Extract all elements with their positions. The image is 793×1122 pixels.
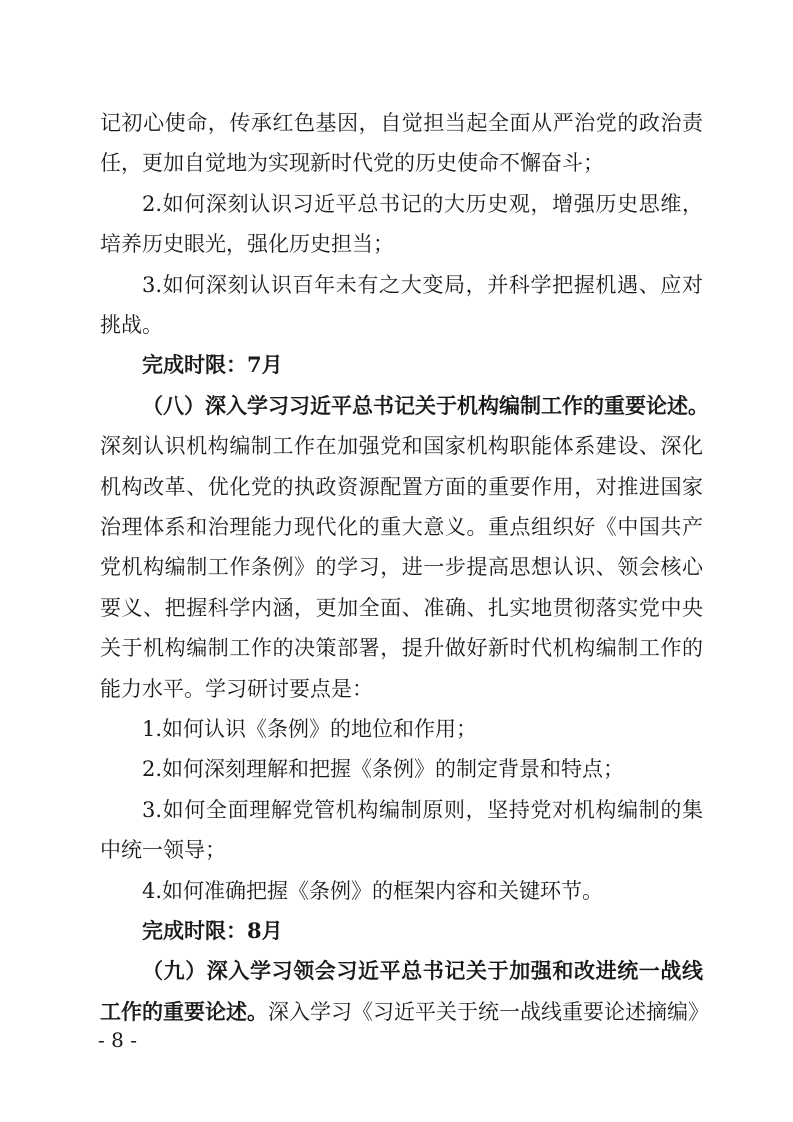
body-text-line: 关于机构编制工作的决策部署，提升做好新时代机构编制工作的 (100, 636, 703, 660)
deadline-label: 完成时限：8月 (142, 918, 283, 943)
body-text-line: 机构改革、优化党的执政资源配置方面的重要作用，对推进国家 (100, 475, 703, 499)
section-heading-end: 工作的重要论述。 (100, 999, 268, 1024)
body-text-line: 党机构编制工作条例》的学习，进一步提高思想认识、领会核心 (100, 555, 703, 579)
body-text-line: 培养历史眼光，强化历史担当； (100, 232, 394, 256)
section-heading: （九）深入学习领会习近平总书记关于加强和改进统一战线 (142, 958, 703, 983)
list-item: 2.如何深刻认识习近平总书记的大历史观，增强历史思维， (142, 192, 703, 216)
list-item: 2.如何深刻理解和把握《条例》的制定背景和特点； (142, 757, 625, 781)
page-number: - 8 - (98, 1028, 137, 1052)
list-item: 1.如何认识《条例》的地位和作用； (142, 717, 478, 741)
list-item: 3.如何全面理解党管机构编制原则，坚持党对机构编制的集 (142, 798, 703, 822)
list-item: 4.如何准确把握《条例》的框架内容和关键环节。 (142, 879, 604, 903)
body-text-line: 中统一领导； (100, 838, 226, 862)
body-text-line: 任，更加自觉地为实现新时代党的历史使命不懈奋斗； (100, 151, 604, 175)
body-text-line: 记初心使命，传承红色基因，自觉担当起全面从严治党的政治责 (100, 111, 703, 135)
body-text-line: 治理体系和治理能力现代化的重大意义。重点组织好《中国共产 (100, 515, 703, 539)
body-text-line (100, 998, 709, 1026)
section-heading: （八）深入学习习近平总书记关于机构编制工作的重要论述。 (142, 393, 709, 418)
body-text: 深入学习《习近平关于统一战线重要论述摘编》 (268, 1000, 709, 1024)
list-item: 3.如何深刻认识百年未有之大变局，并科学把握机遇、应对 (142, 273, 703, 297)
body-text-line: 挑战。 (100, 313, 163, 337)
body-text-line: 深刻认识机构编制工作在加强党和国家机构职能体系建设、深化 (100, 434, 703, 458)
body-text-line: 要义、把握科学内涵，更加全面、准确、扎实地贯彻落实党中央 (100, 596, 703, 620)
deadline-label: 完成时限：7月 (142, 352, 283, 377)
body-text-line: 能力水平。学习研讨要点是： (100, 677, 373, 701)
